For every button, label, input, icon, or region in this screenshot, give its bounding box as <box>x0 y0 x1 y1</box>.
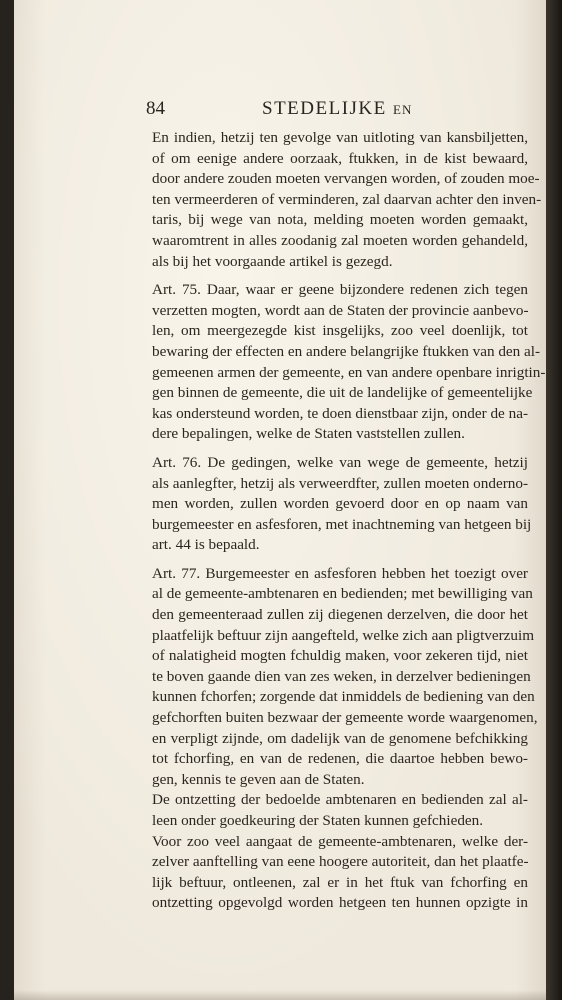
text-line: den gemeenteraad zullen zij diegenen derzelven, die door het <box>152 606 528 624</box>
paragraph-art-77 <box>136 564 538 791</box>
running-title-main: STEDELIJKE <box>262 98 387 119</box>
text-line: taris, bij wege van nota, melding moeten worden gemaakt, <box>152 211 528 229</box>
text-line: al de gemeente-ambtenaren en bedienden; met bewilliging van <box>152 585 533 603</box>
text-line: Art. 76. De gedingen, welke van wege de gemeente, hetzij <box>152 453 528 471</box>
running-title-small: EN <box>393 102 413 117</box>
paragraph-art-75 <box>136 280 546 445</box>
text-line: De ontzetting der bedoelde ambtenaren en bedienden zal al- <box>152 791 528 809</box>
text-line: of om eenige andere oorzaak, ftukken, in de kist bewaard, <box>152 149 528 167</box>
text-line: gen binnen de gemeente, die uit de landelijke of gemeentelijke <box>152 384 533 402</box>
text-line: te boven gaande dien van zes weken, in derzelver bedieningen <box>152 667 531 685</box>
text-line: zelver aanftelling van eene hoogere autoriteit, dan het plaatfe- <box>152 853 529 871</box>
book-spine-edge <box>546 0 562 1000</box>
page-header <box>146 98 516 122</box>
text-line: of nalatigheid mogten fchuldig maken, voor zekeren tijd, niet <box>152 647 528 665</box>
text-line: bewaring der effecten en andere belangrijke ftukken van den al- <box>152 342 541 360</box>
paragraph-higher-authority <box>136 832 528 914</box>
text-line: len, om meergezegde kist insgelijks, zoo veel doenlijk, tot <box>152 322 528 340</box>
paragraph-inventory <box>136 128 542 272</box>
text-line: Art. 75. Daar, waar er geene bijzondere redenen zich tegen <box>152 281 528 299</box>
text-line: art. 44 is bepaald. <box>152 536 260 554</box>
text-line: dere bepalingen, welke de Staten vaststellen zullen. <box>152 425 465 443</box>
page-number: 84 <box>146 98 165 119</box>
text-line: plaatfelijk beftuur zijn aangefteld, welke zich aan pligtverzuim <box>152 626 535 644</box>
text-line: burgemeester en asfesforen, met inachtneming van hetgeen bij <box>152 515 532 533</box>
paragraph-dismissal <box>136 790 528 831</box>
book-page <box>14 0 546 1000</box>
text-line: gen, kennis te geven aan de Staten. <box>152 770 365 788</box>
text-line: ontzetting opgevolgd worden hetgeen ten hunnen opzigte in <box>152 894 528 912</box>
text-line: lijk beftuur, ontleenen, zal er in het ftuk van fchorfing en <box>152 873 528 891</box>
text-line: men worden, zullen worden gevoerd door en op naam van <box>152 495 528 513</box>
paragraph-art-76 <box>136 453 532 556</box>
text-line: tot fchorfing, en van de redenen, die daartoe hebben bewo- <box>152 750 528 768</box>
text-line: ten vermeerderen of verminderen, zal daarvan achter den inven- <box>152 190 542 208</box>
text-line: en verpligt zijnde, om dadelijk van de genomene befchikking <box>152 729 528 747</box>
text-line: Voor zoo veel aangaat de gemeente-ambtenaren, welke der- <box>152 832 528 850</box>
body-text <box>136 128 546 914</box>
text-line: als bij het voorgaande artikel is gezegd. <box>152 252 393 270</box>
text-line: leen onder goedkeuring der Staten kunnen gefchieden. <box>152 812 484 829</box>
text-line: waaromtrent in alles zoodanig zal moeten worden gehandeld, <box>152 231 528 249</box>
text-line: En indien, hetzij ten gevolge van uitloting van kansbiljetten, <box>152 129 528 146</box>
text-line: als aanlegfter, hetzij als verweerdfter, zullen moeten onderno- <box>152 474 528 492</box>
text-line: kunnen fchorfen; zorgende dat inmiddels de bediening van den <box>152 688 535 706</box>
text-line: gemeenen armen der gemeente, en van andere openbare inrigtin- <box>152 363 546 381</box>
text-line: kas ondersteund worden, te doen dienstbaar zijn, onder de na- <box>152 404 528 422</box>
running-title <box>262 98 412 120</box>
text-line: gefchorften buiten bezwaar der gemeente worde waargenomen, <box>152 709 538 727</box>
text-line: verzetten mogten, wordt aan de Staten der provincie aanbevo- <box>152 301 529 319</box>
text-line: Art. 77. Burgemeester en asfesforen hebben het toezigt over <box>152 564 528 582</box>
text-line: door andere zouden moeten vervangen worden, of zouden moe- <box>152 170 540 188</box>
